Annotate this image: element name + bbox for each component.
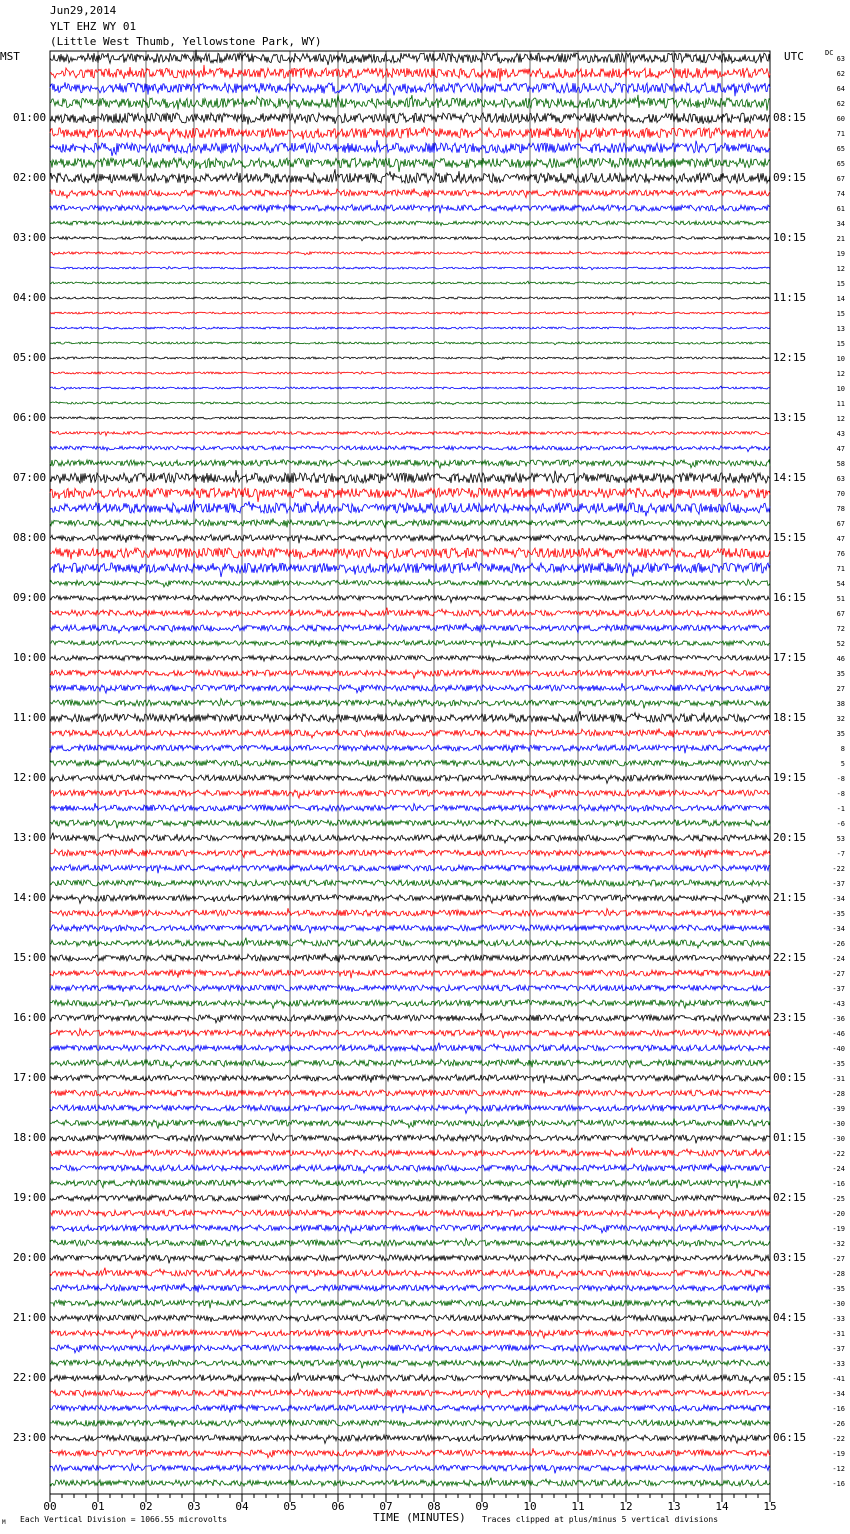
trace-row [50, 65, 770, 82]
dc-offset-label: -40 [832, 1045, 845, 1053]
x-tick-label: 00 [43, 1500, 57, 1513]
trace-row [50, 499, 770, 516]
trace-row [50, 372, 770, 375]
dc-offset-label: -24 [832, 1165, 845, 1173]
trace-row [50, 745, 770, 754]
x-tick-label: 02 [139, 1500, 153, 1513]
dc-offset-label: -32 [832, 1240, 845, 1248]
dc-offset-label: 67 [836, 175, 845, 183]
dc-offset-label: 64 [836, 85, 845, 93]
dc-offset-label: 34 [836, 220, 845, 228]
trace-row [50, 127, 770, 142]
trace-row [50, 1238, 770, 1246]
dc-offset-label: 70 [836, 490, 845, 498]
trace-row [50, 1315, 770, 1322]
trace-row [50, 82, 770, 96]
trace-row [50, 790, 770, 799]
left-hour-label: 16:00 [13, 1011, 47, 1024]
x-tick-label: 14 [715, 1500, 729, 1513]
trace-row [50, 908, 770, 916]
dc-offset-label: 15 [836, 280, 845, 288]
trace-row [50, 1059, 770, 1069]
trace-row [50, 158, 770, 172]
seismic-traces [50, 50, 770, 1486]
trace-row [50, 169, 770, 183]
trace-row [50, 1343, 770, 1353]
trace-row [50, 548, 770, 560]
right-hour-label: 21:15 [773, 891, 807, 904]
dc-offset-label: 10 [836, 385, 845, 393]
trace-row [50, 140, 770, 156]
right-hour-label: 22:15 [773, 951, 807, 964]
right-hour-label: 13:15 [773, 411, 807, 424]
dc-offset-label: -36 [832, 1015, 845, 1023]
trace-row [50, 417, 770, 420]
dc-offset-label: 27 [836, 685, 845, 693]
dc-offset-label: 15 [836, 310, 845, 318]
trace-row [50, 711, 770, 722]
station-code: YLT EHZ WY 01 [50, 20, 137, 33]
trace-row [50, 432, 770, 436]
dc-offset-label: -26 [832, 940, 845, 948]
dc-offset-label: 47 [836, 535, 845, 543]
dc-offset-label: 71 [836, 565, 845, 573]
trace-row [50, 1300, 770, 1309]
dc-offset-label: -37 [832, 1345, 845, 1353]
dc-offset-label: 12 [836, 415, 845, 423]
left-hour-label: 03:00 [13, 231, 47, 244]
right-hour-label: 10:15 [773, 231, 807, 244]
trace-row [50, 1373, 770, 1383]
dc-offset-label: 38 [836, 700, 845, 708]
dc-offset-label: -19 [832, 1225, 845, 1233]
dc-offset-label: 12 [836, 370, 845, 378]
left-hour-label: 01:00 [13, 111, 47, 124]
x-tick-label: 06 [331, 1500, 345, 1513]
trace-row [50, 297, 770, 300]
left-hour-label: 05:00 [13, 351, 47, 364]
trace-row [50, 1478, 770, 1487]
right-hour-label: 19:15 [773, 771, 807, 784]
right-hour-label: 03:15 [773, 1251, 807, 1264]
trace-row [50, 624, 770, 634]
dc-offset-label: -26 [832, 1420, 845, 1428]
dc-offset-label: 72 [836, 625, 845, 633]
dc-offset-label: -28 [832, 1270, 845, 1278]
trace-row [50, 519, 770, 528]
left-hour-label: 20:00 [13, 1251, 47, 1264]
trace-row [50, 446, 770, 452]
dc-offset-label: 32 [836, 715, 845, 723]
right-hour-label: 02:15 [773, 1191, 807, 1204]
dc-offset-label: 63 [836, 475, 845, 483]
trace-row [50, 113, 770, 125]
trace-row [50, 1164, 770, 1174]
left-hour-label: 17:00 [13, 1071, 47, 1084]
dc-offset-label: -19 [832, 1450, 845, 1458]
trace-row [50, 342, 770, 345]
x-tick-label: 04 [235, 1500, 249, 1513]
dc-offset-label: -37 [832, 985, 845, 993]
dc-offset-label: 19 [836, 250, 845, 258]
left-hour-label: 10:00 [13, 651, 47, 664]
x-tick-label: 01 [91, 1500, 105, 1513]
trace-row [50, 656, 770, 662]
trace-row [50, 608, 770, 617]
dc-offset-label: 76 [836, 550, 845, 558]
dc-offset-label: 52 [836, 640, 845, 648]
trace-row [50, 470, 770, 483]
dc-offset-label: 54 [836, 580, 845, 588]
trace-row [50, 775, 770, 783]
trace-row [50, 925, 770, 933]
dc-offset-label: 14 [836, 295, 845, 303]
right-hour-label: 06:15 [773, 1431, 807, 1444]
dc-offset-label: -35 [832, 1060, 845, 1068]
dc-offset-label: 78 [836, 505, 845, 513]
x-tick-label: 07 [379, 1500, 393, 1513]
dc-offset-label: 21 [836, 235, 845, 243]
trace-row [50, 985, 770, 992]
dc-offset-label: -33 [832, 1315, 845, 1323]
left-hour-label: 04:00 [13, 291, 47, 304]
record-date: Jun29,2014 [50, 4, 117, 17]
right-hour-label: 08:15 [773, 111, 807, 124]
right-hour-label: 09:15 [773, 171, 807, 184]
dc-offset-label: -12 [832, 1465, 845, 1473]
right-hour-label: 15:15 [773, 531, 807, 544]
left-hour-label: 06:00 [13, 411, 47, 424]
dc-offset-label: -22 [832, 865, 845, 873]
left-timezone-label: MST [0, 50, 20, 63]
dc-offset-label: -8 [836, 790, 845, 798]
trace-row [50, 954, 770, 963]
trace-row [50, 1225, 770, 1234]
left-hour-label: 07:00 [13, 471, 47, 484]
dc-offset-label: -16 [832, 1405, 845, 1413]
trace-row [50, 1118, 770, 1128]
trace-row [50, 50, 770, 65]
trace-row [50, 880, 770, 887]
dc-offset-label: 35 [836, 670, 845, 678]
trace-row [50, 1435, 770, 1444]
right-hour-label: 17:15 [773, 651, 807, 664]
x-tick-label: 08 [427, 1500, 441, 1513]
dc-offset-label: 67 [836, 520, 845, 528]
trace-row [50, 970, 770, 979]
left-hour-label: 18:00 [13, 1131, 47, 1144]
trace-row [50, 562, 770, 577]
trace-row [50, 1284, 770, 1293]
trace-row [50, 1448, 770, 1458]
station-location: (Little West Thumb, Yellowstone Park, WY) [50, 35, 322, 48]
dc-offset-label: -35 [832, 1285, 845, 1293]
dc-offset-label: 13 [836, 325, 845, 333]
dc-offset-label: -1 [836, 805, 845, 813]
dc-offset-header: DC [825, 49, 834, 57]
dc-offset-label: 63 [836, 55, 845, 63]
dc-offset-label: -34 [832, 895, 845, 903]
dc-offset-label: -25 [832, 1195, 845, 1203]
x-tick-label: 13 [667, 1500, 681, 1513]
trace-row [50, 281, 770, 284]
left-hour-label: 15:00 [13, 951, 47, 964]
dc-offset-label: -34 [832, 925, 845, 933]
trace-row [50, 1090, 770, 1097]
trace-row [50, 1389, 770, 1398]
trace-row [50, 488, 770, 502]
trace-row [50, 1029, 770, 1039]
trace-row [50, 95, 770, 111]
dc-offset-label: 74 [836, 190, 845, 198]
dc-offset-label: -6 [836, 820, 845, 828]
dc-offset-label: -39 [832, 1105, 845, 1113]
dc-offset-label: -27 [832, 970, 845, 978]
x-tick-label: 03 [187, 1500, 201, 1513]
left-hour-label: 22:00 [13, 1371, 47, 1384]
trace-row [50, 683, 770, 693]
dc-offset-label: -30 [832, 1120, 845, 1128]
trace-row [50, 1210, 770, 1218]
trace-row [50, 236, 770, 240]
dc-offset-label: 65 [836, 160, 845, 168]
left-hour-label: 11:00 [13, 711, 47, 724]
trace-row [50, 1255, 770, 1264]
dc-offset-label: -46 [832, 1030, 845, 1038]
dc-offset-label: 15 [836, 340, 845, 348]
clip-note: Traces clipped at plus/minus 5 vertical divisions [482, 1515, 719, 1524]
scale-note: Each Vertical Division = 1066.55 microvolts [20, 1515, 228, 1524]
dc-offset-label: -28 [832, 1090, 845, 1098]
left-hour-label: 23:00 [13, 1431, 47, 1444]
trace-row [50, 1000, 770, 1009]
trace-row [50, 267, 770, 270]
trace-row [50, 1405, 770, 1414]
dc-offset-label: -35 [832, 910, 845, 918]
dc-offset-label: 51 [836, 595, 845, 603]
dc-offset-label: 60 [836, 115, 845, 123]
trace-row [50, 1464, 770, 1474]
dc-offset-label: -27 [832, 1255, 845, 1263]
dc-offset-label: 71 [836, 130, 845, 138]
trace-row [50, 386, 770, 390]
trace-row [50, 1043, 770, 1052]
left-hour-label: 09:00 [13, 591, 47, 604]
trace-row [50, 1134, 770, 1144]
trace-row [50, 849, 770, 858]
dc-offset-label: -30 [832, 1135, 845, 1143]
trace-row [50, 596, 770, 603]
x-tick-label: 15 [763, 1500, 777, 1513]
dc-offset-label: 43 [836, 430, 845, 438]
dc-offset-label: 12 [836, 265, 845, 273]
trace-row [50, 729, 770, 739]
trace-row [50, 699, 770, 709]
trace-row [50, 865, 770, 874]
trace-row [50, 820, 770, 829]
x-tick-label: 05 [283, 1500, 297, 1513]
dc-offset-label: -34 [832, 1390, 845, 1398]
trace-row [50, 1195, 770, 1202]
right-hour-label: 18:15 [773, 711, 807, 724]
left-hour-label: 02:00 [13, 171, 47, 184]
trace-row [50, 1148, 770, 1157]
trace-row [50, 670, 770, 679]
trace-row [50, 1075, 770, 1084]
trace-row [50, 640, 770, 647]
dc-offset-label: -7 [836, 850, 845, 858]
dc-offset-label: 62 [836, 100, 845, 108]
trace-row [50, 251, 770, 255]
right-hour-label: 00:15 [773, 1071, 807, 1084]
trace-row [50, 327, 770, 329]
trace-row [50, 1360, 770, 1368]
dc-offset-label: -22 [832, 1150, 845, 1158]
dc-offset-label: 67 [836, 610, 845, 618]
dc-offset-label: -31 [832, 1075, 845, 1083]
dc-offset-label: -24 [832, 955, 845, 963]
dc-offset-label: 35 [836, 730, 845, 738]
trace-row [50, 1180, 770, 1189]
trace-row [50, 938, 770, 948]
trace-row [50, 579, 770, 587]
right-hour-label: 12:15 [773, 351, 807, 364]
trace-row [50, 1420, 770, 1427]
left-hour-label: 12:00 [13, 771, 47, 784]
dc-offset-label: -33 [832, 1360, 845, 1368]
x-tick-label: 12 [619, 1500, 633, 1513]
x-tick-label: 10 [523, 1500, 537, 1513]
trace-row [50, 356, 770, 359]
right-hour-label: 16:15 [773, 591, 807, 604]
x-tick-label: 11 [571, 1500, 585, 1513]
right-hour-label: 01:15 [773, 1131, 807, 1144]
trace-row [50, 803, 770, 811]
trace-row [50, 1268, 770, 1278]
x-axis-title: TIME (MINUTES) [373, 1511, 466, 1524]
trace-row [50, 221, 770, 226]
trace-row [50, 895, 770, 904]
right-hour-label: 11:15 [773, 291, 807, 304]
trace-row [50, 312, 770, 315]
dc-offset-label: -37 [832, 880, 845, 888]
left-hour-label: 14:00 [13, 891, 47, 904]
dc-offset-label: 11 [836, 400, 845, 408]
right-hour-label: 23:15 [773, 1011, 807, 1024]
dc-offset-label: 10 [836, 355, 845, 363]
dc-offset-label: -20 [832, 1210, 845, 1218]
trace-row [50, 189, 770, 199]
dc-offset-label: 47 [836, 445, 845, 453]
trace-row [50, 1013, 770, 1023]
dc-offset-label: -8 [836, 775, 845, 783]
right-hour-label: 05:15 [773, 1371, 807, 1384]
corner-mark: M [2, 1519, 6, 1526]
trace-row [50, 760, 770, 767]
dc-offset-label: 53 [836, 835, 845, 843]
trace-row [50, 402, 770, 405]
dc-offset-label: -30 [832, 1300, 845, 1308]
dc-offset-label: 62 [836, 70, 845, 78]
trace-row [50, 1330, 770, 1339]
dc-offset-label: -41 [832, 1375, 845, 1383]
dc-offset-label: 58 [836, 460, 845, 468]
left-hour-label: 19:00 [13, 1191, 47, 1204]
left-hour-label: 13:00 [13, 831, 47, 844]
dc-offset-label: -43 [832, 1000, 845, 1008]
right-hour-label: 14:15 [773, 471, 807, 484]
dc-offset-label: 61 [836, 205, 845, 213]
dc-offset-label: -16 [832, 1180, 845, 1188]
dc-offset-label: -22 [832, 1435, 845, 1443]
left-hour-label: 21:00 [13, 1311, 47, 1324]
trace-row [50, 535, 770, 544]
trace-row [50, 205, 770, 214]
x-tick-label: 09 [475, 1500, 489, 1513]
right-hour-label: 20:15 [773, 831, 807, 844]
dc-offset-label: -16 [832, 1480, 845, 1488]
dc-offset-label: 8 [840, 745, 845, 753]
trace-row [50, 1105, 770, 1114]
right-hour-label: 04:15 [773, 1311, 807, 1324]
right-timezone-label: UTC [784, 50, 804, 63]
dc-offset-label: -31 [832, 1330, 845, 1338]
dc-offset-label: 65 [836, 145, 845, 153]
left-hour-label: 08:00 [13, 531, 47, 544]
trace-row [50, 460, 770, 469]
trace-row [50, 833, 770, 843]
dc-offset-label: 5 [840, 760, 845, 768]
dc-offset-label: 46 [836, 655, 845, 663]
